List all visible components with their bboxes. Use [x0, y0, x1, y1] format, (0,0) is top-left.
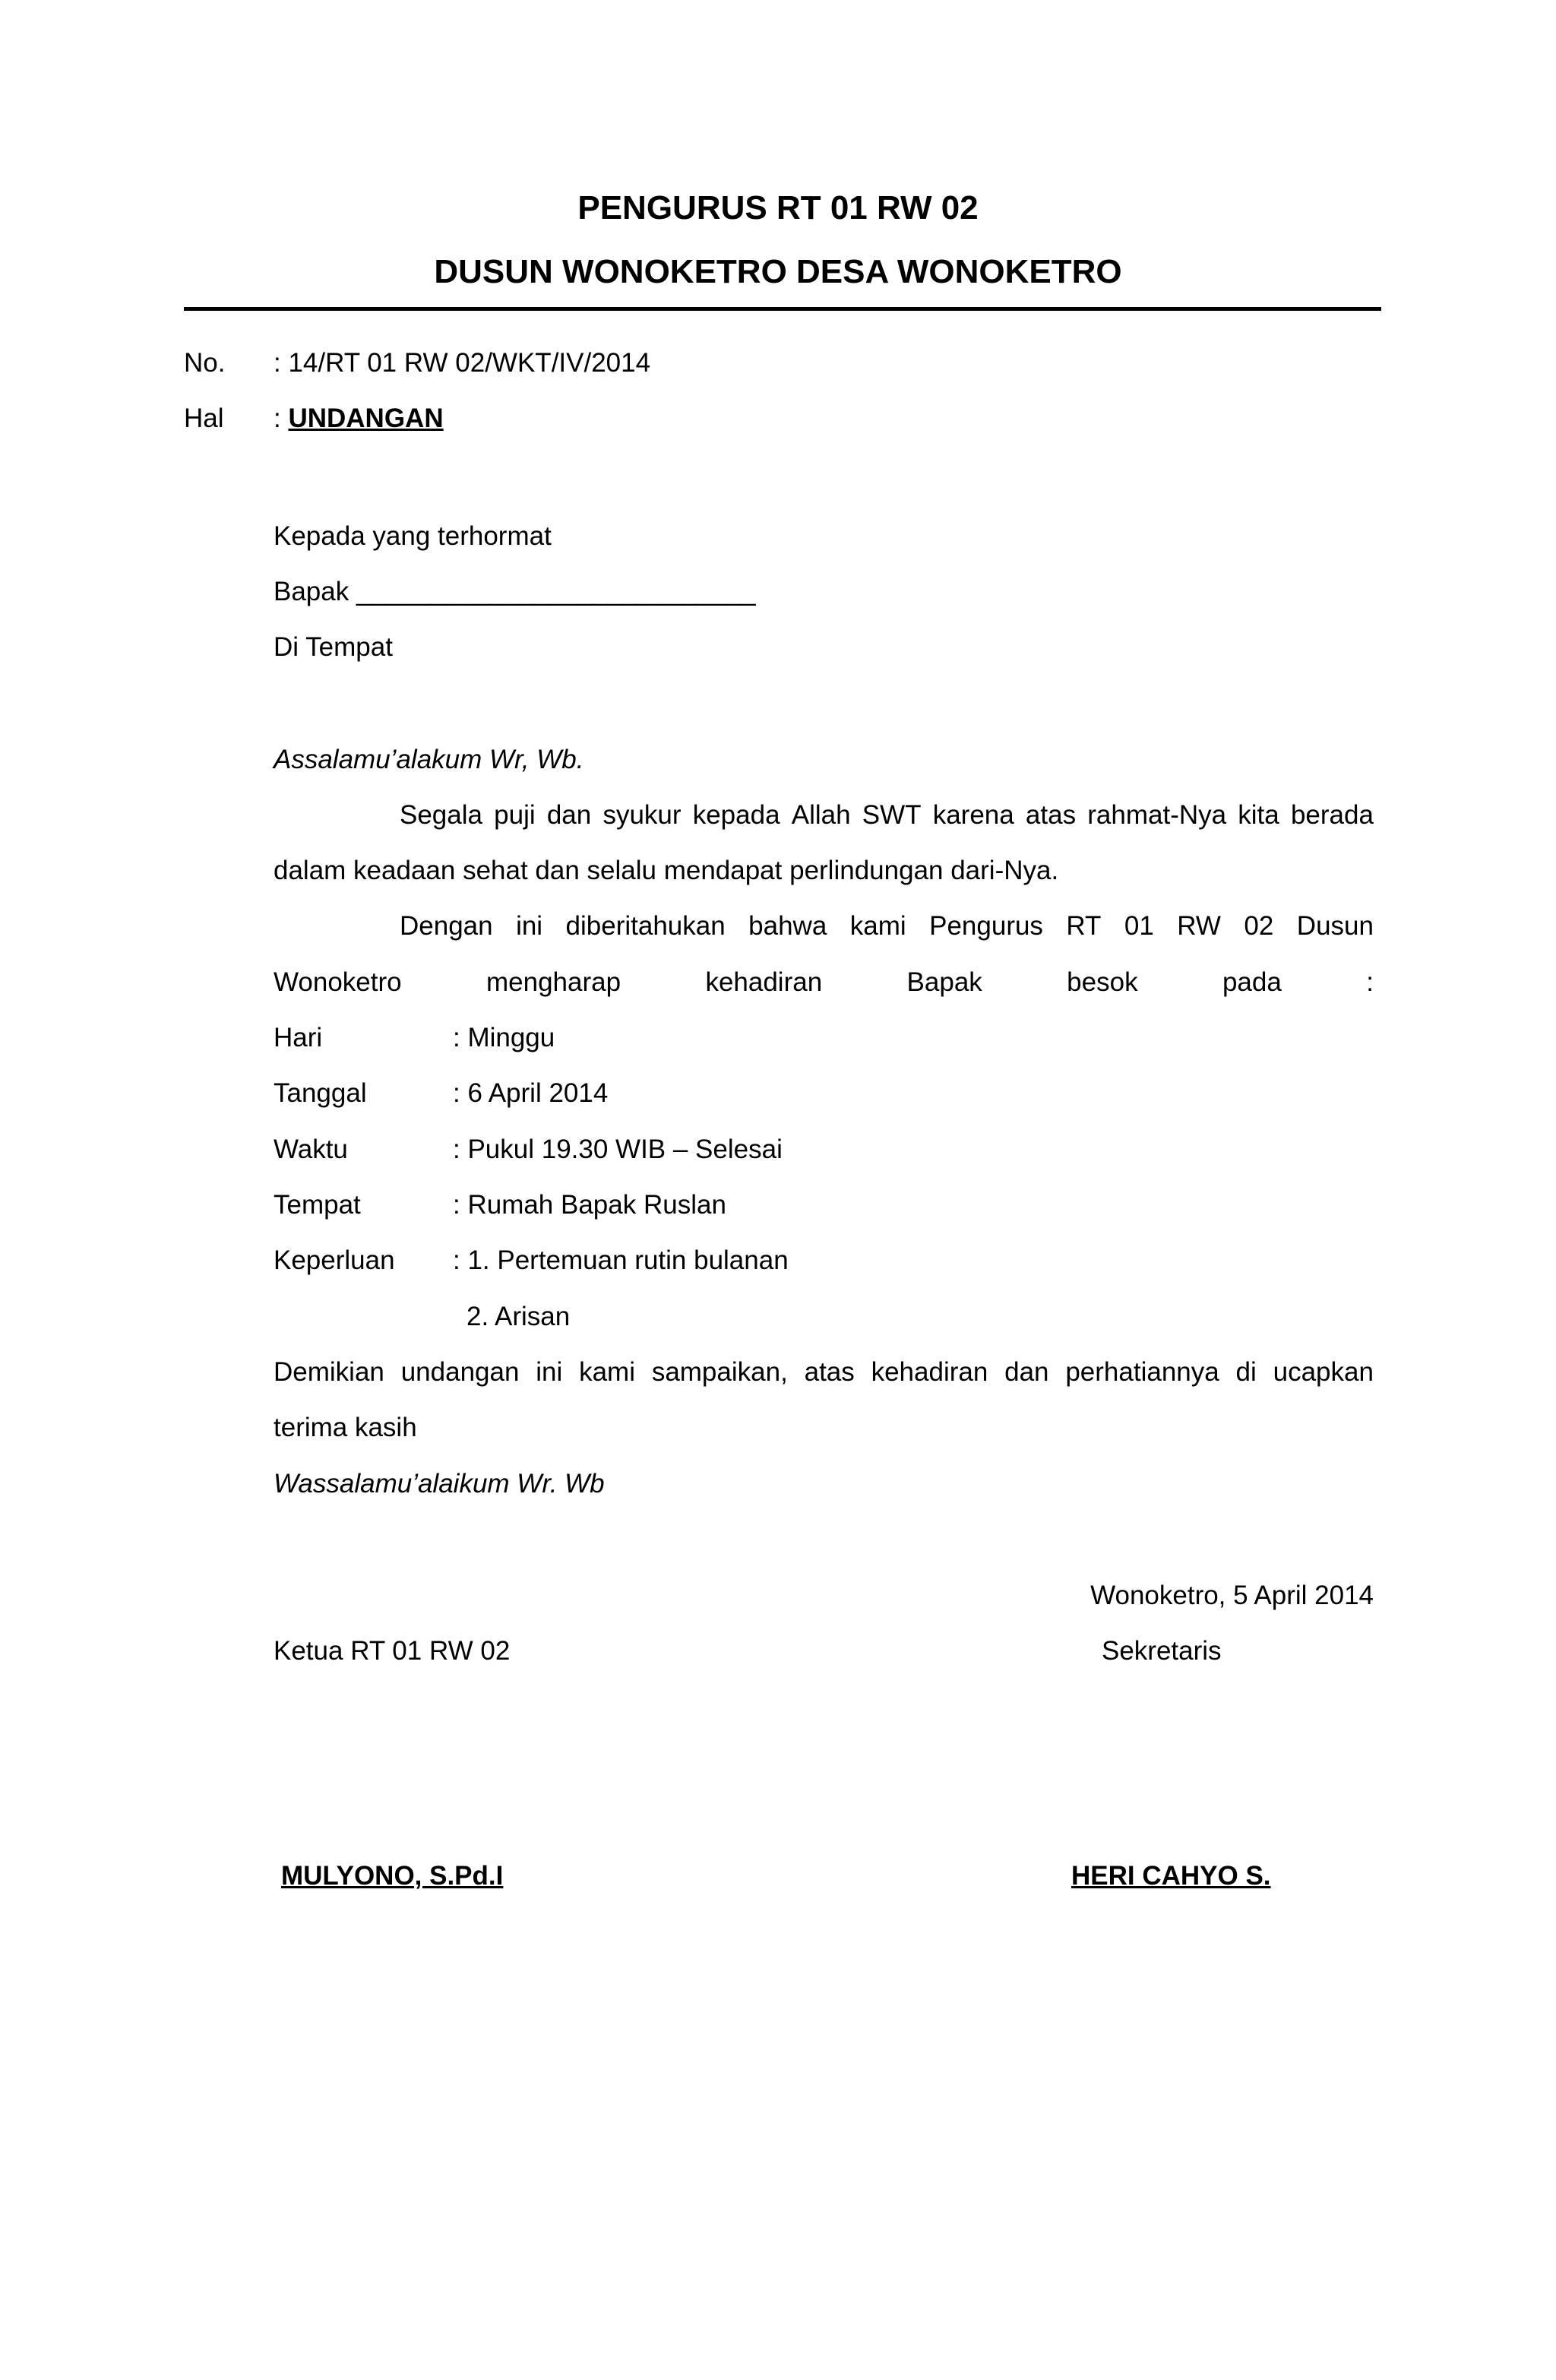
word: Bapak — [906, 967, 982, 997]
word: kehadiran — [871, 1357, 988, 1387]
word: RT — [1066, 911, 1102, 941]
recipient-line-2: Bapak ___________________________ — [274, 577, 756, 606]
recipient-line-3: Di Tempat — [274, 632, 393, 662]
word: 02 — [1244, 911, 1274, 941]
word: Allah — [791, 800, 851, 830]
word: Wonoketro — [274, 967, 402, 997]
detail-value-hari: : Minggu — [453, 1023, 555, 1052]
signatory-left-title: Ketua RT 01 RW 02 — [274, 1636, 511, 1666]
word: kepada — [692, 800, 780, 830]
word: diberitahukan — [565, 911, 726, 941]
org-title: PENGURUS RT 01 RW 02 — [577, 189, 979, 226]
word: ini — [516, 911, 543, 941]
subject-colon: : — [274, 404, 289, 433]
detail-value-tanggal: : 6 April 2014 — [453, 1078, 609, 1108]
word: berada — [1290, 800, 1374, 830]
word: ini — [536, 1357, 563, 1387]
word: sampaikan, — [651, 1357, 788, 1387]
detail-label-tempat: Tempat — [274, 1190, 361, 1220]
detail-label-keperluan: Keperluan — [274, 1245, 395, 1275]
subject-value: UNDANGAN — [288, 404, 444, 433]
paragraph-1-line-1 — [400, 799, 1374, 832]
letter-number-value: : 14/RT 01 RW 02/WKT/IV/2014 — [274, 348, 651, 378]
word: perhatiannya — [1065, 1357, 1219, 1387]
paragraph-1-line-2: dalam keadaan sehat dan selalu mendapat perlindungan dari-Nya. — [274, 856, 1059, 885]
word: bahwa — [748, 911, 827, 941]
detail-value-tempat: : Rumah Bapak Ruslan — [453, 1190, 726, 1220]
word: ucapkan — [1273, 1357, 1374, 1387]
word: SWT — [862, 800, 922, 830]
word: atas — [1025, 800, 1077, 830]
header-rule — [184, 307, 1381, 311]
word: besok — [1067, 967, 1138, 997]
word: kita — [1238, 800, 1279, 830]
subject-line — [274, 402, 444, 435]
letter-number-label: No. — [184, 348, 226, 378]
word: rahmat-Nya — [1087, 800, 1227, 830]
word: undangan — [400, 1357, 520, 1387]
word: karena — [932, 800, 1014, 830]
word: kami — [579, 1357, 635, 1387]
word: Demikian — [274, 1357, 384, 1387]
word: di — [1235, 1357, 1257, 1387]
word: dan — [546, 800, 592, 830]
org-subtitle: DUSUN WONOKETRO DESA WONOKETRO — [434, 253, 1122, 290]
word: atas — [804, 1357, 855, 1387]
signatory-right-title: Sekretaris — [1102, 1636, 1222, 1666]
word: pada — [1222, 967, 1282, 997]
paragraph-2-line-2 — [274, 966, 1374, 999]
word: kami — [849, 911, 906, 941]
paragraph-2-line-1 — [400, 910, 1374, 943]
detail-value-keperluan-2: 2. Arisan — [466, 1302, 571, 1331]
recipient-line-1: Kepada yang terhormat — [274, 521, 552, 551]
place-date: Wonoketro, 5 April 2014 — [1090, 1581, 1374, 1610]
detail-label-waktu: Waktu — [274, 1135, 348, 1164]
word: 01 — [1124, 911, 1154, 941]
detail-value-waktu: : Pukul 19.30 WIB – Selesai — [453, 1135, 783, 1164]
word: Segala — [400, 800, 482, 830]
word: Dusun — [1296, 911, 1374, 941]
word: mengharap — [485, 967, 621, 997]
detail-label-tanggal: Tanggal — [274, 1078, 367, 1108]
signatory-right-name: HERI CAHYO S. — [1071, 1861, 1271, 1891]
word: : — [1366, 967, 1374, 997]
word: RW — [1177, 911, 1221, 941]
word: dan — [1004, 1357, 1049, 1387]
greeting: Assalamu’alakum Wr, Wb. — [274, 745, 584, 774]
word: Pengurus — [929, 911, 1043, 941]
word: puji — [494, 800, 536, 830]
closing-salam: Wassalamu’alaikum Wr. Wb — [274, 1469, 605, 1499]
signatory-left-name: MULYONO, S.Pd.I — [281, 1861, 504, 1891]
detail-value-keperluan-1: : 1. Pertemuan rutin bulanan — [453, 1245, 789, 1275]
detail-label-hari: Hari — [274, 1023, 323, 1052]
word: kehadiran — [705, 967, 823, 997]
closing-line-2: terima kasih — [274, 1413, 417, 1442]
closing-line-1 — [274, 1356, 1374, 1389]
subject-label: Hal — [184, 404, 224, 433]
word: syukur — [602, 800, 682, 830]
word: Dengan — [400, 911, 493, 941]
